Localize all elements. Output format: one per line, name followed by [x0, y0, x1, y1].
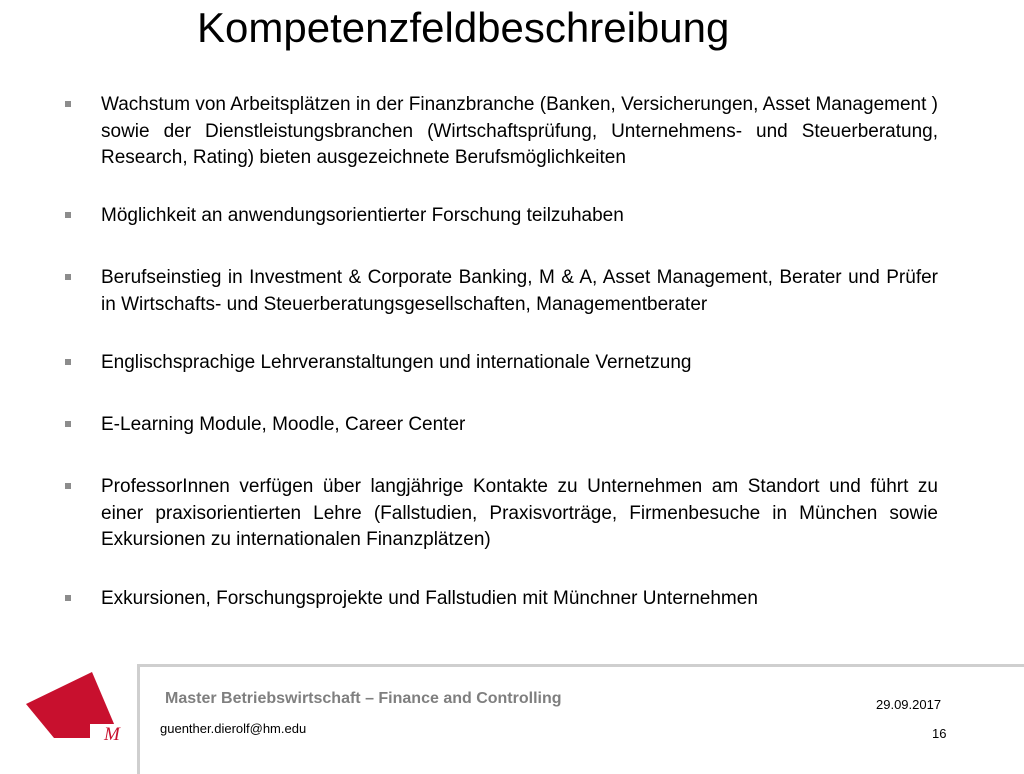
hm-logo-icon	[22, 668, 126, 744]
page-number: 16	[932, 726, 947, 741]
bullet-text: Englischsprachige Lehrveranstaltungen und internationale Vernetzung	[101, 352, 692, 373]
bullet-item	[60, 92, 938, 172]
slide-title: Kompetenzfeldbeschreibung	[197, 4, 730, 51]
bullet-item	[60, 586, 938, 613]
bullet-square-icon	[65, 212, 71, 218]
bullet-text: E-Learning Module, Moodle, Career Center	[101, 414, 466, 435]
footer-frame	[137, 664, 1024, 774]
bullet-item	[60, 350, 938, 377]
bullet-item	[60, 265, 938, 318]
footer-program-title: Master Betriebswirtschaft – Finance and Controlling	[165, 690, 562, 707]
footer-email: guenther.dierolf@hm.edu	[160, 721, 307, 736]
bullet-text: Wachstum von Arbeitsplätzen in der Finanzbranche (Banken, Versicherungen, Asset Management ) sowie der Dienstleistungsbranchen (Wirtschaftsprüfung, Unternehmens- und Steuerberatung, Research, Rating) bieten ausgezeichnete Berufsmöglichkeiten	[101, 94, 938, 168]
bullet-square-icon	[65, 274, 71, 280]
bullet-square-icon	[65, 101, 71, 107]
bullet-item	[60, 474, 938, 554]
bullet-text: Möglichkeit an anwendungsorientierter Forschung teilzuhaben	[101, 205, 624, 226]
bullet-text: ProfessorInnen verfügen über langjährige Kontakte zu Unternehmen am Standort und führt zu einer praxisorientierten Lehre (Fallstudien, Praxisvorträge, Firmenbesuche in München sowie Exkursionen zu internationalen Finanzplätzen)	[101, 476, 938, 550]
bullet-item	[60, 412, 938, 439]
bullet-square-icon	[65, 421, 71, 427]
bullet-square-icon	[65, 483, 71, 489]
bullet-square-icon	[65, 595, 71, 601]
logo-letter: M	[104, 724, 120, 744]
bullet-item	[60, 203, 938, 230]
bullet-text: Berufseinstieg in Investment & Corporate Banking, M & A, Asset Management, Berater und Prüfer in Wirtschafts- und Steuerberatungsgesellschaften, Managementberater	[101, 267, 938, 315]
footer-date: 29.09.2017	[876, 697, 942, 712]
bullet-square-icon	[65, 359, 71, 365]
bullet-text: Exkursionen, Forschungsprojekte und Fallstudien mit Münchner Unternehmen	[101, 588, 758, 609]
